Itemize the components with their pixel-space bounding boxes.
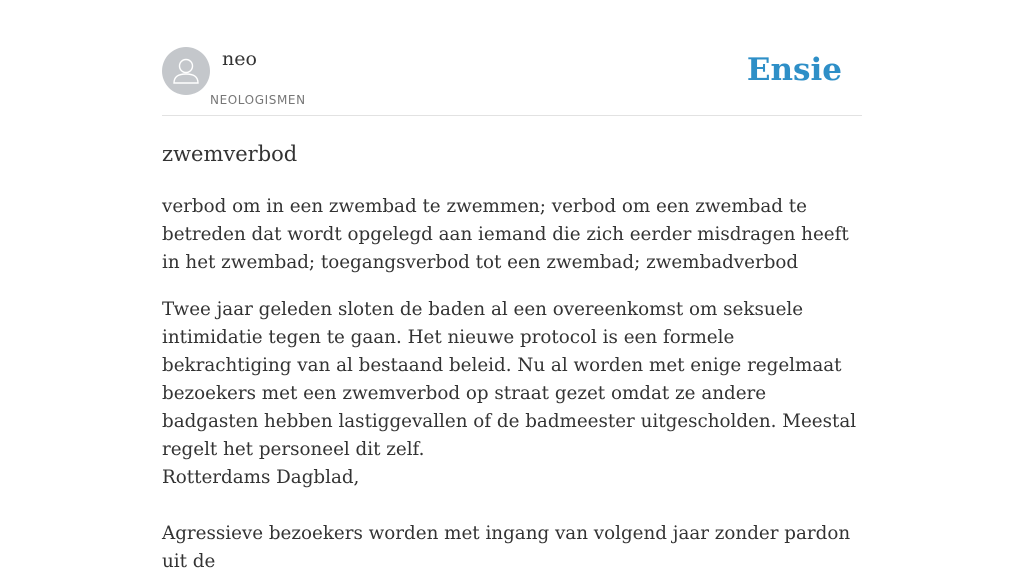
username[interactable]: neo (222, 48, 257, 70)
example-source: Rotterdams Dagblad, (162, 467, 360, 488)
entry-content (162, 138, 862, 576)
category-link[interactable]: NEOLOGISMEN (210, 93, 306, 107)
entry-example: Agressieve bezoekers worden met ingang van volgend jaar zonder pardon uit de (162, 523, 851, 572)
entry-header (162, 47, 862, 116)
entry-title: zwemverbod (162, 142, 298, 166)
ensie-logo[interactable]: Ensie (746, 52, 842, 88)
entry-definition: verbod om in een zwembad te zwemmen; verbod om een zwembad te betreden dat wordt opgelegd aan iemand die zich eerder misdragen heeft in het zwembad; toegangsverbod tot een zwembad; zwembadverbod (162, 196, 849, 273)
avatar[interactable] (162, 47, 210, 95)
user-placeholder-icon (162, 47, 210, 95)
example-text: Twee jaar geleden sloten de baden al een overeenkomst om seksuele intimidatie tegen te gaan. Het nieuwe protocol is een formele bekrachtiging van al bestaand beleid. Nu al worden met enige regelmaat bezoekers met een zwemverbod op straat gezet omdat ze andere badgasten hebben lastiggevallen of de badmeester uitgescholden. Meestal regelt het personeel dit zelf. (162, 299, 857, 460)
entry-example (162, 296, 862, 492)
